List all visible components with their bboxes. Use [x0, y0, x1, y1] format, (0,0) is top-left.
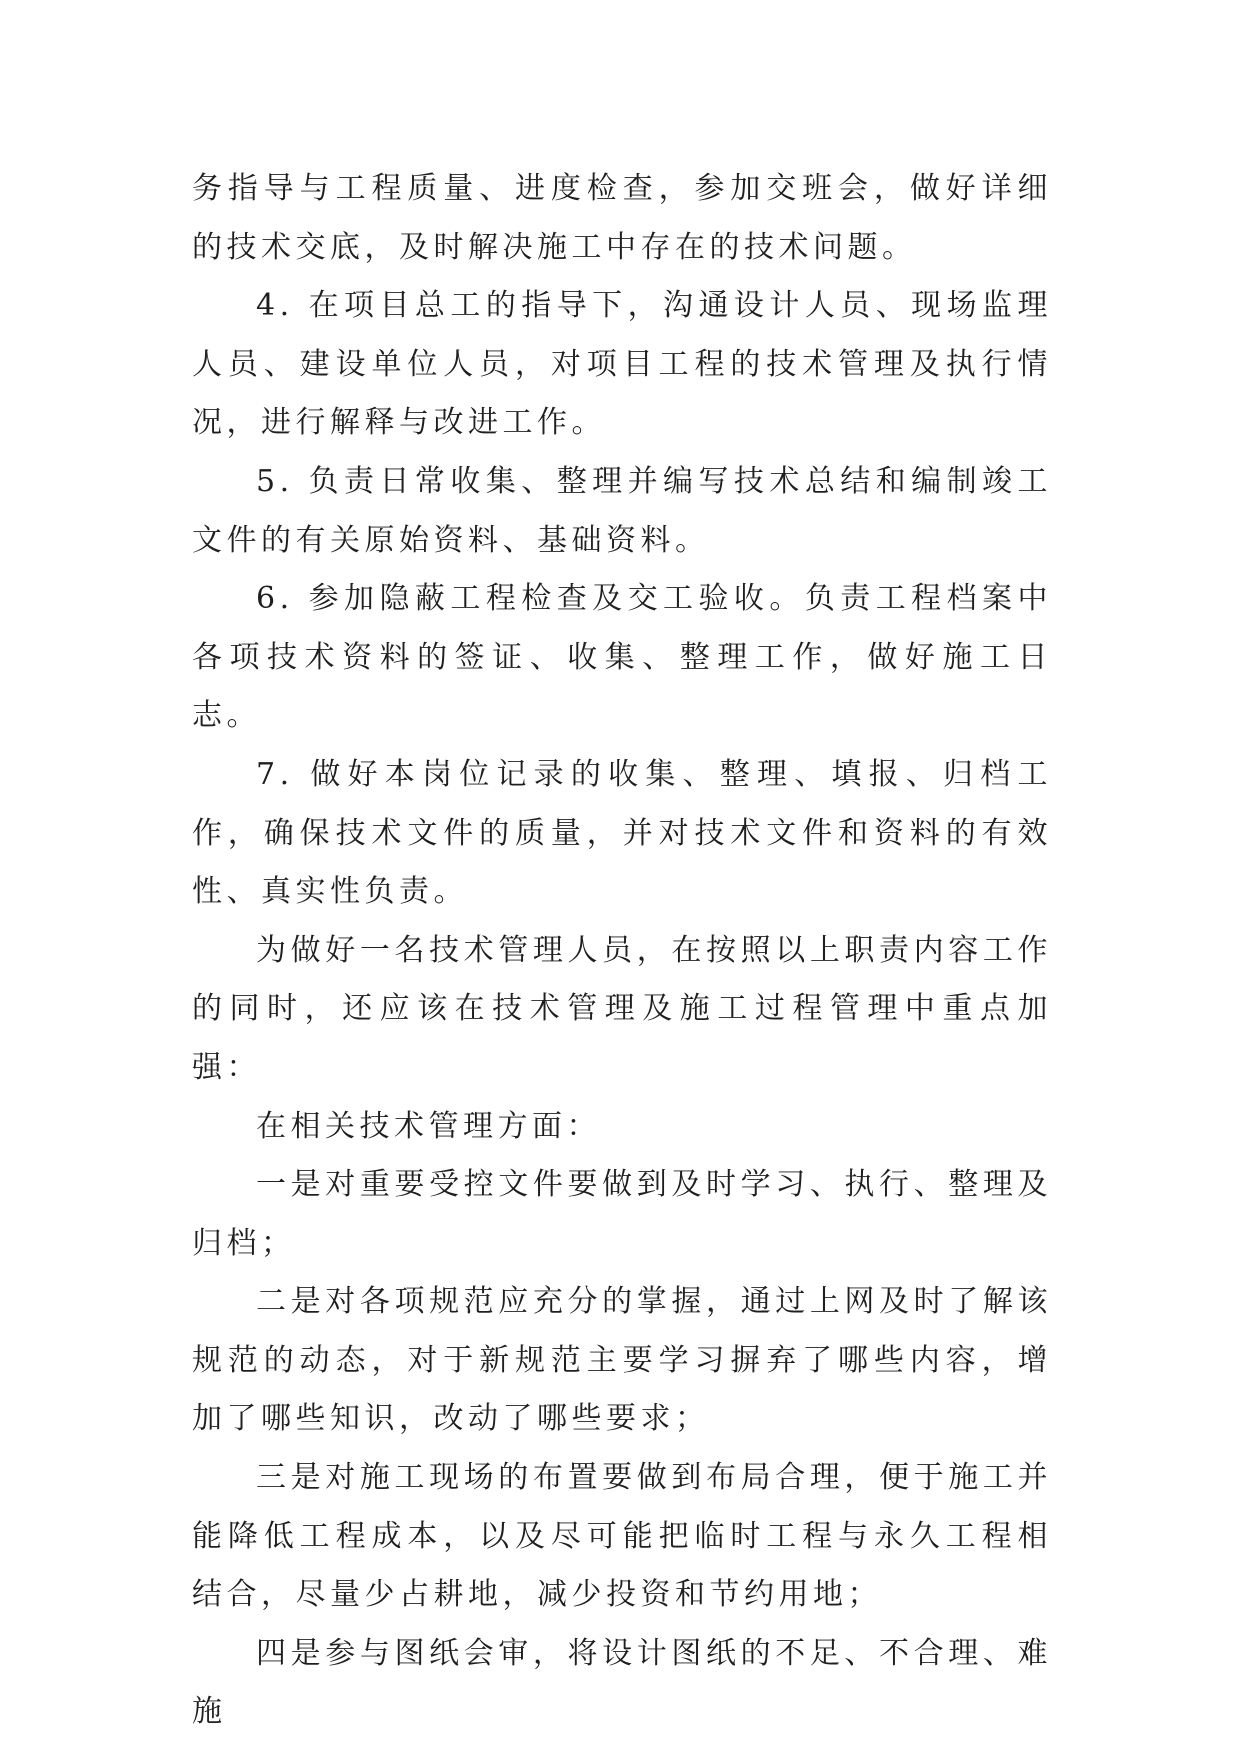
- paragraph-duties-3-continued: 务指导与工程质量、进度检查，参加交班会，做好详细的技术交底，及时解决施工中存在的技术问题。: [192, 171, 1052, 265]
- document-page: [192, 160, 1052, 1742]
- paragraph-intro-strengthen: 为做好一名技术管理人员，在按照以上职责内容工作的同时，还应该在技术管理及施工过程管理中重点加强：: [192, 932, 1052, 1085]
- paragraph-duty-6: 6. 参加隐蔽工程检查及交工验收。负责工程档案中各项技术资料的签证、收集、整理工作，做好施工日志。: [192, 581, 1052, 734]
- paragraph-duty-5: 5. 负责日常收集、整理并编写技术总结和编制竣工文件的有关原始资料、基础资料。: [192, 463, 1052, 558]
- paragraph-point-2: 二是对各项规范应充分的掌握，通过上网及时了解该规范的动态，对于新规范主要学习摒弃了哪些内容，增加了哪些知识，改动了哪些要求；: [192, 1284, 1052, 1437]
- paragraph-tech-management-heading: 在相关技术管理方面：: [256, 1108, 601, 1144]
- paragraph-duty-4: 4. 在项目总工的指导下，沟通设计人员、现场监理人员、建设单位人员，对项目工程的技术管理及执行情况，进行解释与改进工作。: [192, 288, 1052, 441]
- paragraph-point-3: 三是对施工现场的布置要做到布局合理，便于施工并能降低工程成本，以及尽可能把临时工程与永久工程相结合，尽量少占耕地，减少投资和节约用地；: [192, 1460, 1052, 1613]
- paragraph-duty-7: 7. 做好本岗位记录的收集、整理、填报、归档工作，确保技术文件的质量，并对技术文件和资料的有效性、真实性负责。: [192, 756, 1052, 910]
- paragraph-point-4: 四是参与图纸会审，将设计图纸的不足、不合理、难施: [192, 1635, 1052, 1730]
- paragraph-point-1: 一是对重要受控文件要做到及时学习、执行、整理及归档；: [192, 1167, 1052, 1261]
